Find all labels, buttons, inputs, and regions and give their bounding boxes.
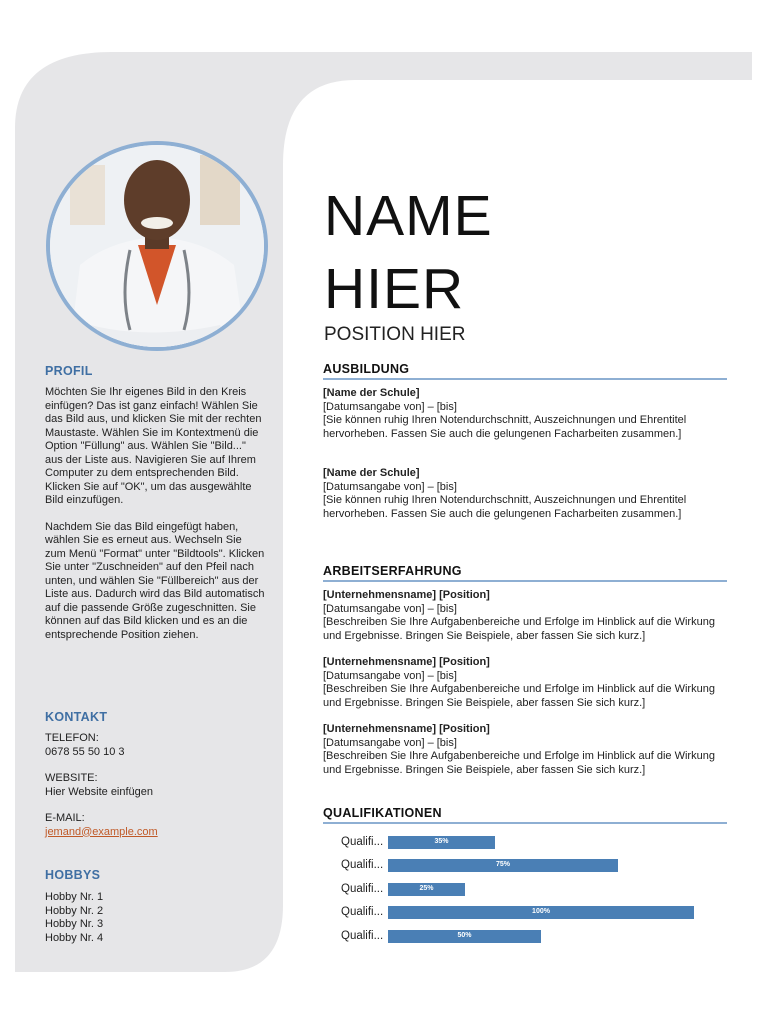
website-value: Hier Website einfügen [45, 785, 154, 798]
education-heading: AUSBILDUNG [323, 362, 727, 380]
education-entry [323, 387, 733, 441]
education-school: [Name der Schule] [323, 387, 420, 399]
hobbies-heading: HOBBYS [45, 868, 101, 882]
position-title: POSITION HIER [324, 324, 466, 345]
qualification-label: Qualifi... [341, 883, 384, 895]
education-dates: [Datumsangabe von] – [bis] [323, 400, 457, 413]
qualification-value: 75% [495, 861, 510, 868]
profile-text [45, 386, 265, 642]
experience-dates: [Datumsangabe von] – [bis] [323, 602, 457, 615]
hobbies-list [45, 891, 265, 945]
profile-paragraph-2: Nachdem Sie das Bild eingefügt haben, wählen Sie es erneut aus. Wechseln Sie zum Menü "Format" unter "Bildtools". Klicken Sie unter "Zuschneiden" auf den Pfeil nach unten, und wählen Sie "Füllbereich" aus der Liste aus. Dadurch wird das Bild automatisch auf die passende Größe zugeschnitten. Sie können auf das Bild klicken und es an die entsprechende Position ziehen. [45, 520, 265, 641]
qualification-label: Qualifi... [341, 859, 384, 871]
hobby-item: Hobby Nr. 2 [45, 904, 104, 917]
education-description: [Sie können ruhig Ihren Notendurchschnitt, Auszeichnungen und Ehrentitel hervorheben. Fassen Sie auch die gelungenen Facharbeiten zusammen.] [323, 414, 687, 440]
education-description: [Sie können ruhig Ihren Notendurchschnitt, Auszeichnungen und Ehrentitel hervorheben. Fassen Sie auch die gelungenen Facharbeiten zusammen.] [323, 494, 687, 520]
contact-block [45, 732, 265, 839]
qualification-row [341, 859, 721, 873]
experience-heading: ARBEITSERFAHRUNG [323, 564, 727, 582]
experience-company: [Unternehmensname] [Position] [323, 656, 490, 668]
profile-heading: PROFIL [45, 364, 93, 378]
qualification-value: 35% [434, 838, 449, 845]
experience-description: [Beschreiben Sie Ihre Aufgabenbereiche und Erfolge im Hinblick auf die Wirkung und Ergebnisse. Bringen Sie Beispiele, aber fassen Sie sich kurz.] [323, 616, 715, 642]
hobby-item: Hobby Nr. 1 [45, 891, 104, 903]
education-dates: [Datumsangabe von] – [bis] [323, 480, 457, 493]
qualification-row [341, 930, 721, 944]
qualification-value: 25% [419, 885, 434, 892]
profile-photo [46, 141, 268, 351]
phone-label: TELEFON: [45, 732, 99, 744]
experience-company: [Unternehmensname] [Position] [323, 589, 490, 601]
qualification-bar [388, 930, 541, 943]
email-label: E-MAIL: [45, 812, 85, 824]
experience-description: [Beschreiben Sie Ihre Aufgabenbereiche und Erfolge im Hinblick auf die Wirkung und Ergebnisse. Bringen Sie Beispiele, aber fassen Sie sich kurz.] [323, 683, 715, 709]
experience-description: [Beschreiben Sie Ihre Aufgabenbereiche und Erfolge im Hinblick auf die Wirkung und Ergebnisse. Bringen Sie Beispiele, aber fassen Sie sich kurz.] [323, 750, 715, 776]
qualification-label: Qualifi... [341, 836, 384, 848]
qualification-bar [388, 883, 465, 896]
name-line-1: NAME [324, 184, 493, 248]
qualification-label: Qualifi... [341, 930, 384, 942]
education-school: [Name der Schule] [323, 467, 420, 479]
qualification-row [341, 906, 721, 920]
qualifications-heading: QUALIFIKATIONEN [323, 806, 727, 824]
contact-heading: KONTAKT [45, 710, 108, 724]
qualification-row [341, 883, 721, 897]
experience-entry [323, 589, 733, 643]
hobby-item: Hobby Nr. 3 [45, 918, 104, 930]
qualification-bar [388, 836, 495, 849]
experience-company: [Unternehmensname] [Position] [323, 723, 490, 735]
phone-value: 0678 55 50 10 3 [45, 745, 125, 758]
qualification-row [341, 836, 721, 850]
qualification-value: 50% [457, 932, 472, 939]
experience-entry [323, 723, 733, 777]
qualification-value: 100% [532, 908, 550, 915]
profile-paragraph-1: Möchten Sie Ihr eigenes Bild in den Kreis einfügen? Das ist ganz einfach! Wählen Sie das Bild aus, und klicken Sie mit der rechten Maustaste. Wählen Sie im Kontextmenü die Option "Füllung" aus. Wählen Sie "Bild..." aus der Liste aus. Navigieren Sie auf Ihrem Computer zu dem entsprechenden Bild. Klicken Sie auf "OK", um das ausgewählte Bild einzufügen. [45, 386, 262, 506]
experience-dates: [Datumsangabe von] – [bis] [323, 669, 457, 682]
experience-dates: [Datumsangabe von] – [bis] [323, 736, 457, 749]
qualification-bar [388, 859, 618, 872]
website-label: WEBSITE: [45, 772, 98, 784]
hobby-item: Hobby Nr. 4 [45, 931, 104, 944]
education-entry [323, 467, 733, 521]
name-line-2: HIER [324, 257, 465, 321]
qualification-label: Qualifi... [341, 906, 384, 918]
experience-entry [323, 656, 733, 710]
qualification-bar [388, 906, 694, 919]
email-link[interactable]: jemand@example.com [45, 825, 158, 838]
